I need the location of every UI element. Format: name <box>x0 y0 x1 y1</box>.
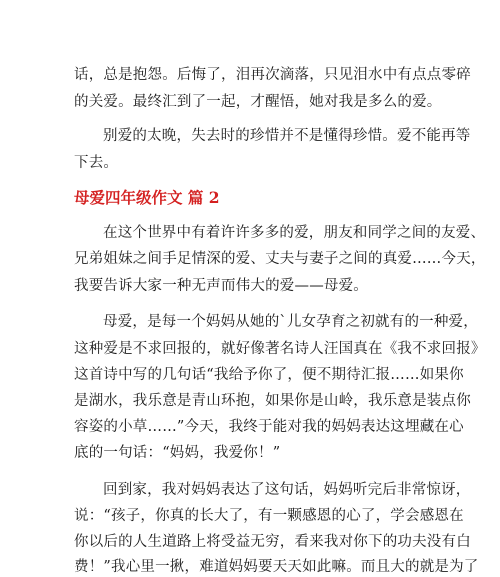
text-line: 别爱的太晚，失去时的珍惜并不是懂得珍惜。爱不能再等 <box>103 128 471 144</box>
text-line: 我要告诉大家一种无声而伟大的爱——母爱。 <box>74 278 368 294</box>
section-heading: 母爱四年级作文 篇 2 <box>74 188 220 207</box>
text-line: 这首诗中写的几句话“我给予你了，便不期待汇报……如果你 <box>74 367 464 383</box>
text-line: 话，总是抱怨。后悔了，泪再次滴落，只见泪水中有点点零碎 <box>74 67 471 83</box>
text-line: 这种爱是不求回报的，就好像著名诗人汪国真在《我不求回报》 <box>74 341 486 357</box>
text-line: 兄弟姐妹之间手足情深的爱、丈夫与妻子之间的真爱……今天， <box>74 251 486 267</box>
text-line: 说：“孩子，你真的长大了，有一颗感恩的心了，学会感恩在 <box>74 508 464 524</box>
text-line: 的关爱。最终汇到了一起，才醒悟，她对我是多么的爱。 <box>74 94 442 110</box>
text-line: 费！”我心里一揪，难道妈妈要天天如此嘛。而且大的就是为了 <box>74 559 479 575</box>
text-line: 回到家，我对妈妈表达了这句话，妈妈听完后非常惊讶， <box>103 482 471 498</box>
text-line: 底的一句话：“妈妈，我爱你！” <box>74 445 281 461</box>
text-line: 你以后的人生道路上将受益无穷，看来我对你下的功夫没有白 <box>74 534 471 550</box>
text-line: 母爱，是每一个妈妈从她的`儿女孕育之初就有的一种爱， <box>103 314 478 330</box>
text-line: 是湖水，我乐意是青山环抱，如果你是山岭，我乐意是装点你 <box>74 393 471 409</box>
text-line: 下去。 <box>74 155 119 171</box>
text-line: 在这个世界中有着许许多多的爱，朋友和同学之间的友爱、 <box>103 225 486 241</box>
text-line: 容姿的小草……”今天，我终于能对我的妈妈表达这埋藏在心 <box>74 419 464 435</box>
